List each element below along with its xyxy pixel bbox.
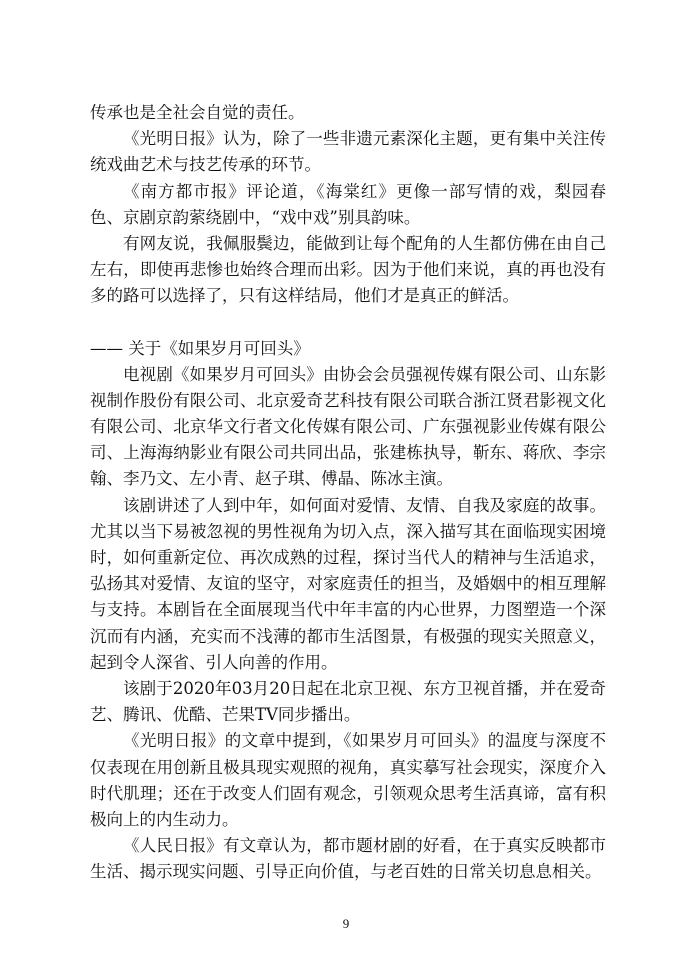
text-line: 色、京剧京韵萦绕剧中，“戏中戏”别具韵味。 — [90, 207, 421, 227]
text-line: 《光明日报》认为，除了一些非遗元素深化主题，更有集中关注传 — [123, 129, 606, 149]
text-line: 司、上海海纳影业有限公司共同出品，张建栋执导，靳东、蒋欣、李宗 — [90, 443, 606, 463]
body-text — [90, 100, 606, 885]
text-line: 艺、腾讯、优酷、芒果TV同步播出。 — [90, 705, 361, 725]
section-heading: —— 关于《如果岁月可回头》 — [90, 338, 310, 358]
text-line: 起到令人深省、引人向善的作用。 — [90, 652, 338, 672]
text-line: 与支持。本剧旨在全面展现当代中年丰富的内心世界，力图塑造一个深 — [90, 600, 606, 620]
page-number: 9 — [342, 916, 350, 931]
text-line: 弘扬其对爱情、友谊的坚守，对家庭责任的担当，及婚姻中的相互理解 — [90, 574, 606, 594]
paragraph — [90, 362, 606, 493]
paragraph — [90, 676, 606, 728]
paragraph — [90, 728, 606, 833]
text-line: 时代肌理；还在于改变人们固有观念，引领观众思考生活真谛，富有积 — [90, 783, 606, 803]
text-line: 《光明日报》的文章中提到，《如果岁月可回头》的温度与深度不 — [123, 731, 606, 751]
text-line: 极向上的内生动力。 — [90, 809, 239, 829]
text-line: 电视剧《如果岁月可回头》由协会会员强视传媒有限公司、山东影 — [123, 364, 606, 384]
paragraph — [90, 231, 606, 310]
text-line: 该剧讲述了人到中年，如何面对爱情、友情、自我及家庭的故事。 — [123, 495, 606, 515]
text-line: 生活、揭示现实问题、引导正向价值，与老百姓的日常关切息息相关。 — [90, 862, 602, 882]
paragraph — [90, 100, 606, 126]
text-line: 视制作股份有限公司、北京爱奇艺科技有限公司联合浙江贤君影视文化 — [90, 390, 606, 410]
text-line: 左右，即使再悲惨也始终合理而出彩。因为于他们来说，真的再也没有 — [90, 260, 606, 280]
text-line: 翰、李乃文、左小青、赵子琪、傅晶、陈冰主演。 — [90, 469, 453, 489]
text-line: 有网友说，我佩服鬓边，能做到让每个配角的人生都仿佛在由自己 — [123, 233, 606, 253]
text-line: 沉而有内涵，充实而不浅薄的都市生活图景，有极强的现实关照意义， — [90, 626, 606, 646]
text-line: 该剧于2020年03月20日起在北京卫视、东方卫视首播，并在爱奇 — [123, 678, 606, 698]
text-line: 《人民日报》有文章认为，都市题材剧的好看，在于真实反映都市 — [123, 836, 606, 856]
paragraph — [90, 493, 606, 676]
text-line: 传承也是全社会自觉的责任。 — [90, 103, 305, 122]
section-gap — [90, 310, 606, 336]
text-line: 《南方都市报》评论道，《海棠红》更像一部写情的戏，梨园春 — [123, 181, 606, 201]
text-line: 统戏曲艺术与技艺传承的环节。 — [90, 155, 321, 175]
paragraph — [90, 179, 606, 231]
text-line: 时，如何重新定位、再次成熟的过程，探讨当代人的精神与生活追求， — [90, 548, 606, 567]
paragraph — [90, 833, 606, 885]
paragraph — [90, 126, 606, 178]
text-line: 仅表现在用创新且极具现实观照的视角，真实摹写社会现实，深度介入 — [90, 757, 606, 777]
text-line: 尤其以当下易被忽视的男性视角为切入点，深入描写其在面临现实困境 — [90, 521, 606, 541]
text-line: 有限公司、北京华文行者文化传媒有限公司、广东强视影业传媒有限公 — [90, 417, 606, 437]
text-line: 多的路可以选择了，只有这样结局，他们才是真正的鲜活。 — [90, 286, 519, 306]
